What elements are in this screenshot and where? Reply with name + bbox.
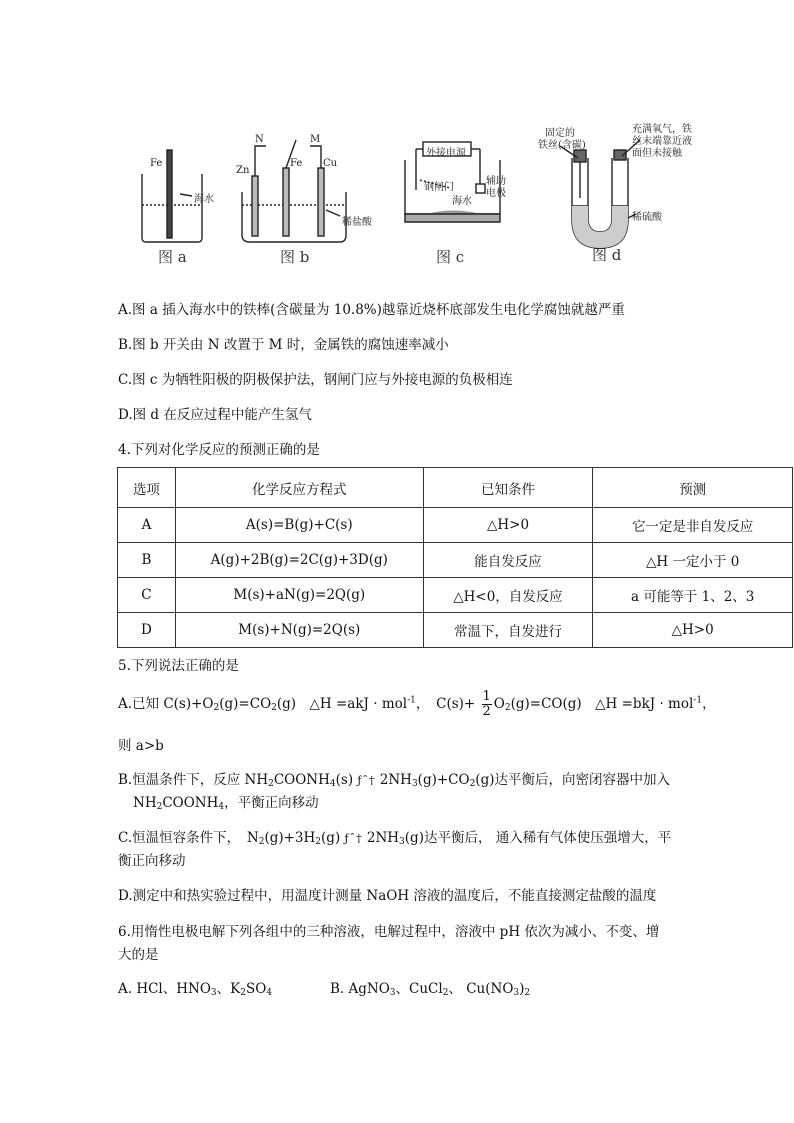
fig-d-fixed-label-1: 固定的 <box>545 128 575 139</box>
q6-option-b: B. AgNO$_3$、CuCl$_2$、 $Cu(NO_3)_2$ <box>330 981 531 998</box>
table-header-row <box>118 468 793 508</box>
table-row <box>118 508 793 543</box>
q5-option-c-cont: 衡正向移动 <box>118 853 186 869</box>
table-cell: C <box>118 578 176 613</box>
q3-option-a: A.图 a 插入海水中的铁棒(含碳量为 10.8%)越靠近烧杯底部发生电化学腐蚀就越严重 <box>118 302 625 318</box>
q3-option-d: D.图 d 在反应过程中能产生氢气 <box>118 407 312 423</box>
table-cell: 常温下，自发进行 <box>423 613 593 648</box>
table-cell: △H<0，自发反应 <box>423 578 593 613</box>
table-row <box>118 613 793 648</box>
fig-d-acid-label: 稀硫酸 <box>632 212 662 223</box>
fig-b-fe-label: Fe <box>290 158 303 169</box>
fig-d-oxy-label-1: 充满氧气，铁 <box>632 124 692 135</box>
fig-d-caption: 图 d <box>592 246 622 264</box>
q6-stem-line-2: 大的是 <box>118 947 159 963</box>
q5-stem: 5.下列说法正确的是 <box>118 658 239 674</box>
fig-a-caption: 图 a <box>158 248 187 266</box>
fig-b-caption: 图 b <box>280 248 310 266</box>
table-cell: D <box>118 613 176 648</box>
table-cell: B <box>118 543 176 578</box>
header-cell: 已知条件 <box>423 468 593 508</box>
fig-c-power-label: 外接电源 <box>426 148 466 159</box>
table-cell: A(g)+2B(g)=2C(g)+3D(g) <box>175 543 423 578</box>
fig-d-oxy-label-2: 丝末端靠近液 <box>632 136 692 147</box>
fig-b-cu-label: Cu <box>323 158 338 169</box>
q3-option-b: B.图 b 开关由 N 改置于 M 时，金属铁的腐蚀速率减小 <box>118 337 449 353</box>
q5-option-b-cont: $NH_2COONH_4$，平衡正向移动 <box>133 795 319 812</box>
fig-c-gate-label: 钢闸门 <box>424 182 454 193</box>
fig-b-acid-label: 稀盐酸 <box>342 217 372 228</box>
table-cell: △H>0 <box>423 508 593 543</box>
table-row <box>118 543 793 578</box>
figure-b-cell <box>242 140 346 242</box>
q5-option-c: C.恒温恒容条件下， $N_2(g)+3H_2(g)$ ƒˆ† $2NH_3(g)$达平衡后， 通入稀有气体使压强增大，平 <box>118 830 672 847</box>
q5-option-a-cont: 则 a>b <box>118 738 164 754</box>
table-cell: M(s)+aN(g)=2Q(g) <box>175 578 423 613</box>
equilibrium-arrow-icon: ƒˆ† <box>357 774 376 787</box>
fig-b-zn-label: Zn <box>236 165 250 176</box>
fig-c-aux2-label: 电极 <box>486 188 506 199</box>
table-cell: △H>0 <box>593 613 793 648</box>
table-cell: 它一定是非自发反应 <box>593 508 793 543</box>
q5-option-a: A.已知 $C(s)+O_2(g)=CO_2(g)$ △H =akJ · mol$^{-1}$， C(s)+ $\frac{1}{2}$ $O_2(g)=CO(g)$ △H =bkJ · mol$^{-1}$， <box>118 689 716 719</box>
q5-option-b: B.恒温条件下，反应 $NH_2COONH_4(s)$ ƒˆ† $2NH_3(g)+CO_2(g)$达平衡后，向密闭容器中加入 <box>118 772 670 789</box>
fig-a-fe-label: Fe <box>150 158 163 169</box>
table-cell: A(s)=B(g)+C(s) <box>175 508 423 543</box>
table-cell: A <box>118 508 176 543</box>
fig-c-water-label: 海水 <box>452 196 472 207</box>
q5-option-d: D.测定中和热实验过程中，用温度计测量 NaOH 溶液的温度后，不能直接测定盐酸的温度 <box>118 888 657 904</box>
fig-a-water-label: 海水 <box>194 194 214 205</box>
figure-d-utube <box>560 140 640 248</box>
q3-option-c: C.图 c 为牺牲阳极的阴极保护法，钢闸门应与外接电源的负极相连 <box>118 372 513 388</box>
fig-d-fixed-label-2: 铁丝(含碳) <box>538 140 586 151</box>
fig-c-caption: 图 c <box>436 248 465 266</box>
table-row <box>118 578 793 613</box>
table-cell: a 可能等于 1、2、3 <box>593 578 793 613</box>
table-cell: 能自发反应 <box>423 543 593 578</box>
q6-option-a: A. HCl、$HNO_3$、$K_2SO_4$ <box>118 981 273 998</box>
header-cell: 预测 <box>593 468 793 508</box>
table-cell: △H 一定小于 0 <box>593 543 793 578</box>
fig-b-m-label: M <box>310 134 321 145</box>
equilibrium-arrow-icon: ƒˆ† <box>344 832 363 845</box>
header-cell: 化学反应方程式 <box>175 468 423 508</box>
q4-table <box>117 467 793 648</box>
header-cell: 选项 <box>118 468 176 508</box>
table-cell: M(s)+N(g)=2Q(s) <box>175 613 423 648</box>
fig-c-aux1-label: 辅助 <box>486 176 506 187</box>
fraction-one-half: $\frac{1}{2}$ <box>482 689 491 719</box>
fig-b-n-label: N <box>255 134 264 145</box>
q6-stem-line-1: 6.用惰性电极电解下列各组中的三种溶液，电解过程中，溶液中 pH 依次为减小、不变、增 <box>118 924 660 940</box>
fig-d-oxy-label-3: 面但未接触 <box>632 148 682 159</box>
q4-stem: 4.下列对化学反应的预测正确的是 <box>118 442 320 458</box>
